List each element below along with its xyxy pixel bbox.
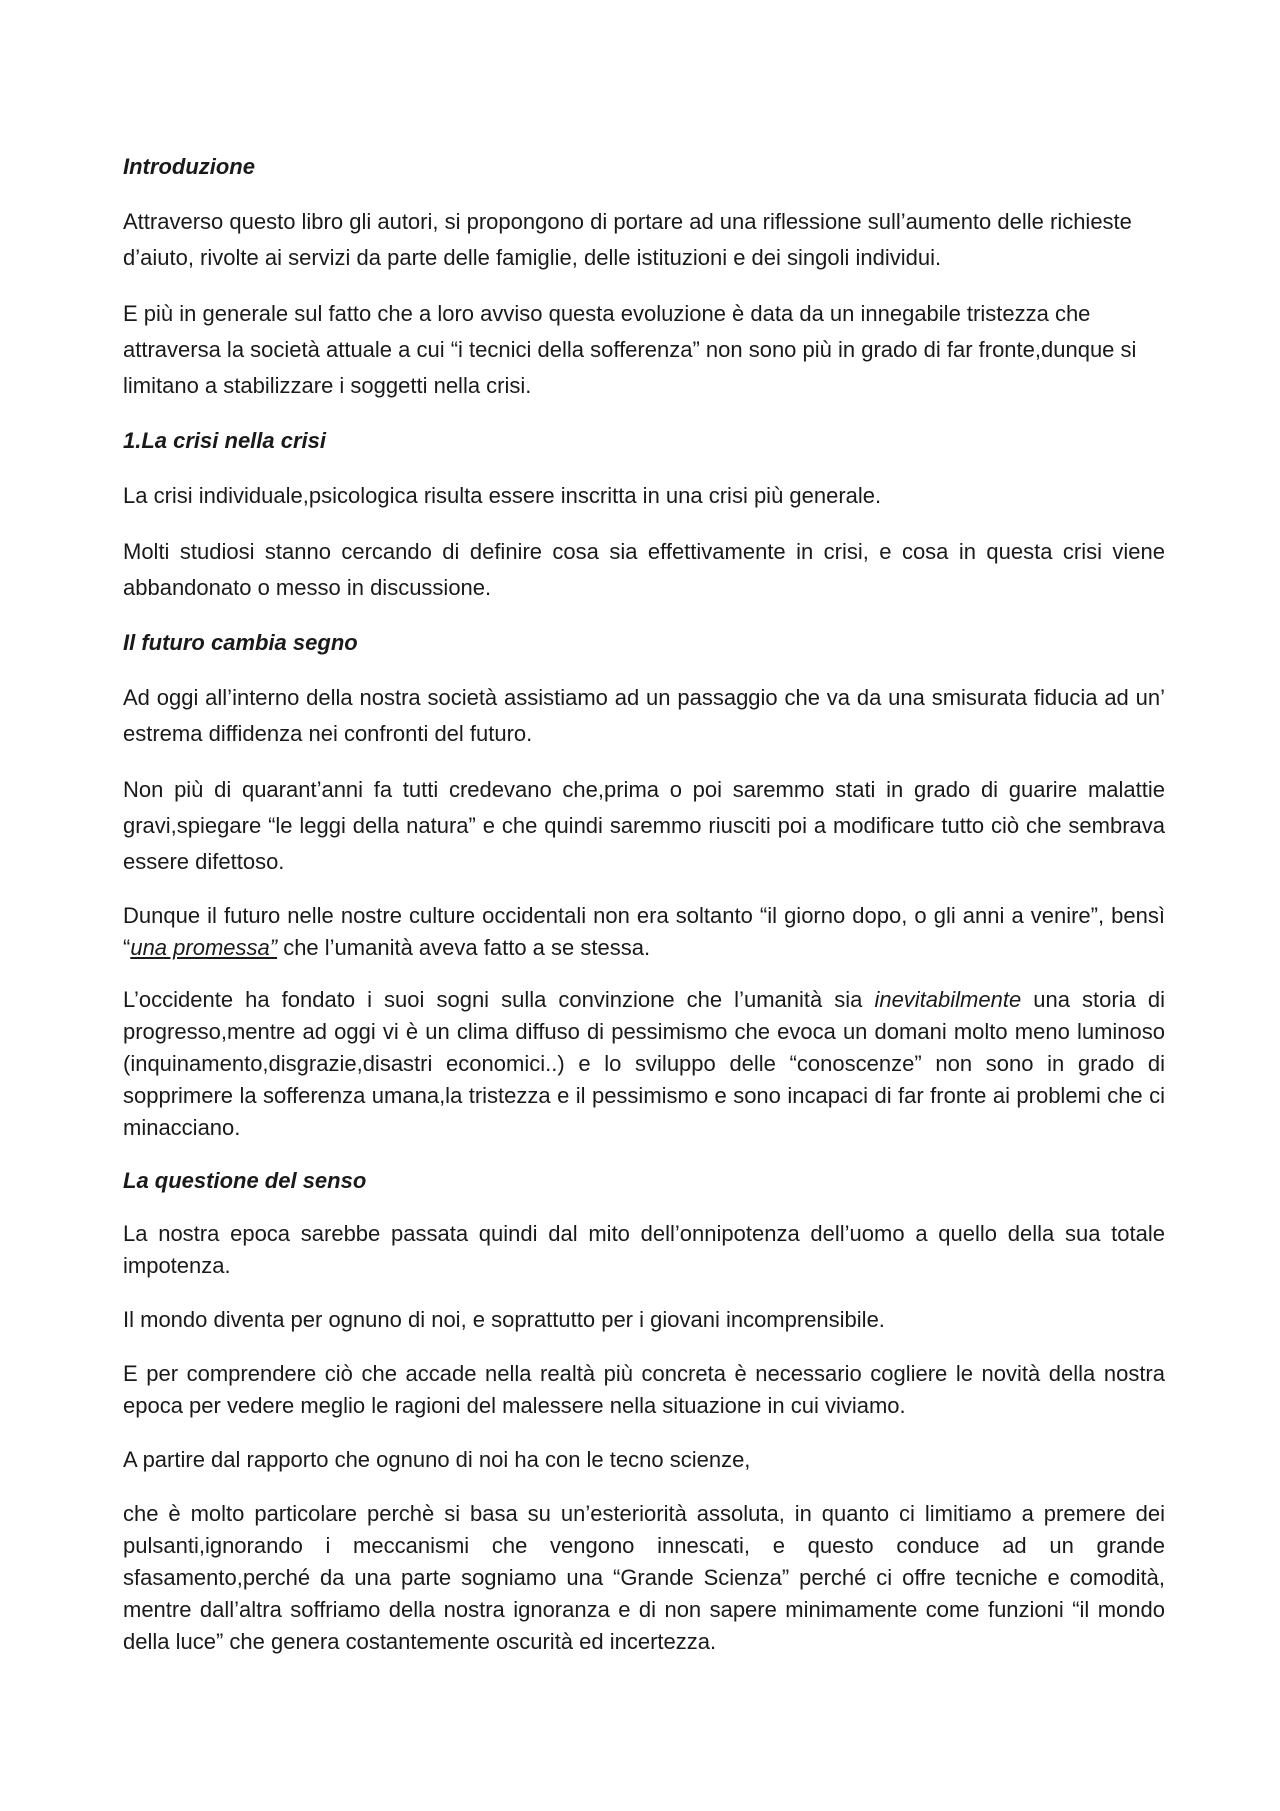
section-heading-crisi: 1.La crisi nella crisi bbox=[123, 428, 327, 453]
paragraph: La nostra epoca sarebbe passata quindi dal mito dell’onnipotenza dell’uomo a quello della sua totale impotenza. bbox=[123, 1221, 1165, 1278]
paragraph: Attraverso questo libro gli autori, si propongono di portare ad una riflessione sull’aumento delle richieste d’aiuto, rivolte ai servizi da parte delle famiglie, delle istituzioni e dei singoli individui. bbox=[123, 209, 1132, 270]
paragraph: Ad oggi all’interno della nostra società assistiamo ad un passaggio che va da una smisurata fiducia ad un’ estrema diffidenza nei confronti del futuro. bbox=[123, 685, 1165, 746]
section-heading-senso: La questione del senso bbox=[123, 1168, 367, 1193]
paragraph: Molti studiosi stanno cercando di definire cosa sia effettivamente in crisi, e cosa in questa crisi viene abbandonato o messo in discussione. bbox=[123, 539, 1165, 600]
paragraph-promessa bbox=[123, 900, 1165, 964]
paragraph: Il mondo diventa per ognuno di noi, e soprattutto per i giovani incomprensibile. bbox=[123, 1307, 885, 1332]
paragraph: E più in generale sul fatto che a loro avviso questa evoluzione è data da un innegabile tristezza che attraversa la società attuale a cui “i tecnici della sofferenza” non sono più in grado di far fronte,dunque si limitano a stabilizzare i soggetti nella crisi. bbox=[123, 301, 1137, 398]
document-body bbox=[123, 150, 1165, 1678]
text-run: che l’umanità aveva fatto a se stessa. bbox=[277, 935, 651, 960]
paragraph: che è molto particolare perchè si basa su un’esteriorità assoluta, in quanto ci limitiamo a premere dei pulsanti,ignorando i meccanismi che vengono innescati, e questo conduce ad un grande sfasamento,perché da una parte sogniamo una “Grande Scienza” perché ci offre tecniche e comodità, mentre dall’altra soffriamo della nostra ignoranza e di non sapere minimamente come funzioni “il mondo della luce” che genera costantemente oscurità ed incertezza. bbox=[123, 1501, 1165, 1654]
text-run: una storia di progresso,mentre ad oggi vi è un clima diffuso di pessimismo che evoca un domani molto meno luminoso (inquinamento,disgrazie,disastri economici..) e lo sviluppo delle “conoscenze” non sono in grado di sopprimere la sofferenza umana,la tristezza e il pessimismo e sono incapaci di far fronte ai problemi che ci minacciano. bbox=[123, 987, 1165, 1140]
paragraph: Non più di quarant’anni fa tutti credevano che,prima o poi saremmo stati in grado di guarire malattie gravi,spiegare “le leggi della natura” e che quindi saremmo riusciti poi a modificare tutto ciò che sembrava essere difettoso. bbox=[123, 777, 1165, 874]
paragraph: La crisi individuale,psicologica risulta essere inscritta in una crisi più generale. bbox=[123, 483, 882, 508]
emphasis-underline: una promessa” bbox=[130, 935, 278, 960]
section-heading-introduzione: Introduzione bbox=[123, 154, 255, 179]
paragraph: A partire dal rapporto che ognuno di noi ha con le tecno scienze, bbox=[123, 1447, 751, 1472]
emphasis-italic: inevitabilmente bbox=[874, 987, 1022, 1012]
paragraph-inevitabilmente bbox=[123, 984, 1165, 1144]
section-heading-futuro: Il futuro cambia segno bbox=[123, 630, 358, 655]
paragraph: E per comprendere ciò che accade nella realtà più concreta è necessario cogliere le novità della nostra epoca per vedere meglio le ragioni del malessere nella situazione in cui viviamo. bbox=[123, 1361, 1165, 1418]
text-run: Dunque il futuro nelle nostre culture occidentali non era soltanto “il giorno dopo, o gli anni a venire”, bensì “ bbox=[123, 903, 1165, 960]
text-run: L’occidente ha fondato i suoi sogni sulla convinzione che l’umanità sia bbox=[123, 987, 875, 1012]
